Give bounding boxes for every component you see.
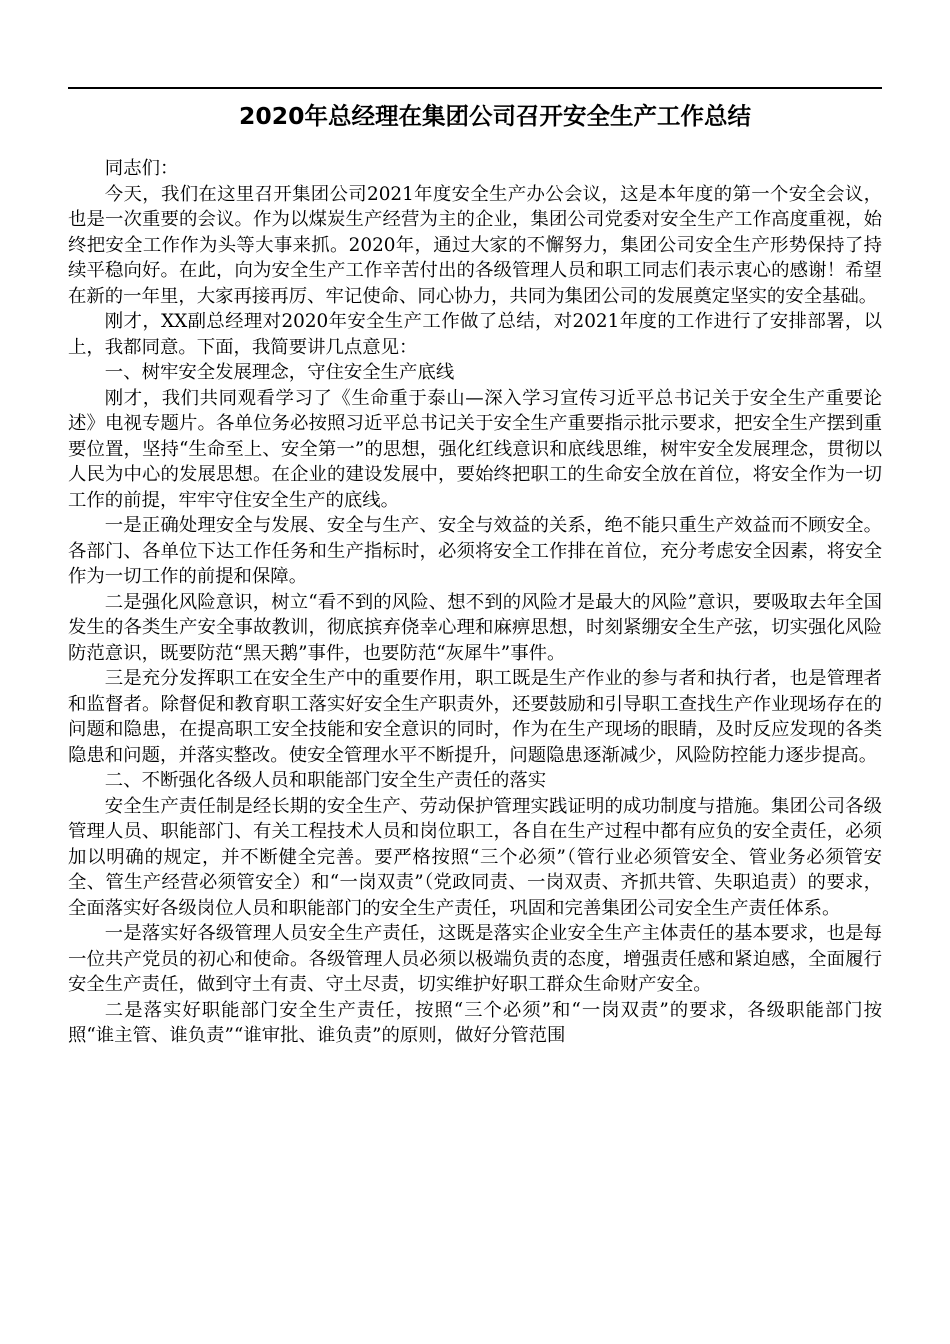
section-heading: 一、树牢安全发展理念，守住安全生产底线: [104, 362, 455, 383]
document-title: 2020年总经理在集团公司召开安全生产工作总结: [239, 102, 751, 130]
body-paragraph: 二是强化风险意识，树立“看不到的风险、想不到的风险才是最大的风险”意识，要吸取去年全国发生的各类生产安全事故教训，彻底摈弃侥幸心理和麻痹思想，时刻紧绷安全生产弦，切实强化风险防范意识，既要防范“黑天鹅”事件，也要防范“灰犀牛”事件。: [68, 591, 882, 664]
body-paragraph: 安全生产责任制是经长期的安全生产、劳动保护管理实践证明的成功制度与措施。集团公司各级管理人员、职能部门、有关工程技术人员和岗位职工，各自在生产过程中都有应负的安全责任，必须加以明确的规定，并不断健全完善。要严格按照“三个必须”（管行业必须管安全、管业务必须管安全、管生产经营必须管安全）和“一岗双责”（党政同责、一岗双责、齐抓共管、失职追责）的要求，全面落实好各级岗位人员和职能部门的安全生产责任，巩固和完善集团公司安全生产责任体系。: [68, 795, 882, 919]
body-paragraph: 刚才，我们共同观看学习了《生命重于泰山—深入学习宣传习近平总书记关于安全生产重要论述》电视专题片。各单位务必按照习近平总书记关于安全生产重要指示批示要求，把安全生产摆到重要位置，坚持“生命至上、安全第一”的思想，强化红线意识和底线思维，树牢安全发展理念，贯彻以人民为中心的发展思想。在企业的建设发展中，要始终把职工的生命安全放在首位，将安全作为一切工作的前提，牢牢守住安全生产的底线。: [68, 387, 882, 511]
header-rule: [68, 87, 882, 89]
section-heading: 二、不断强化各级人员和职能部门安全生产责任的落实: [104, 770, 547, 791]
body-paragraph: 今天，我们在这里召开集团公司2021年度安全生产办公会议，这是本年度的第一个安全会议，也是一次重要的会议。作为以煤炭生产经营为主的企业，集团公司党委对安全生产工作高度重视，始终把安全工作作为头等大事来抓。2020年，通过大家的不懈努力，集团公司安全生产形势保持了持续平稳向好。在此，向为安全生产工作辛苦付出的各级管理人员和职工同志们表示衷心的感谢！希望在新的一年里，大家再接再厉、牢记使命、同心协力，共同为集团公司的发展奠定坚实的安全基础。: [68, 183, 882, 307]
salutation-paragraph: 同志们：: [104, 158, 179, 179]
body-paragraph: 三是充分发挥职工在安全生产中的重要作用，职工既是生产作业的参与者和执行者，也是管理者和监督者。除督促和教育职工落实好安全生产职责外，还要鼓励和引导职工查找生产作业现场存在的问题和隐患，在提高职工安全技能和安全意识的同时，作为在生产现场的眼睛，及时反应发现的各类隐患和问题，并落实整改。使安全管理水平不断提升，问题隐患逐渐减少，风险防控能力逐步提高。: [68, 668, 882, 766]
body-paragraph: 二是落实好职能部门安全生产责任，按照“三个必须”和“一岗双责”的要求，各级职能部门按照“谁主管、谁负责”“谁审批、谁负责”的原则，做好分管范围: [68, 999, 882, 1046]
body-paragraph: 一是正确处理安全与发展、安全与生产、安全与效益的关系，绝不能只重生产效益而不顾安全。各部门、各单位下达工作任务和生产指标时，必须将安全工作排在首位，充分考虑安全因素，将安全作为一切工作的前提和保障。: [68, 515, 882, 587]
body-paragraph: 刚才，XX副总经理对2020年安全生产工作做了总结，对2021年度的工作进行了安排部署，以上，我都同意。下面，我简要讲几点意见：: [68, 311, 882, 358]
document-body: [68, 156, 882, 1049]
body-paragraph: 一是落实好各级管理人员安全生产责任，这既是落实企业安全生产主体责任的基本要求，也是每一位共产党员的初心和使命。各级管理人员必须以极端负责的态度，增强责任感和紧迫感，全面履行安全生产责任，做到守土有责、守土尽责，切实维护好职工群众生命财产安全。: [68, 923, 882, 995]
